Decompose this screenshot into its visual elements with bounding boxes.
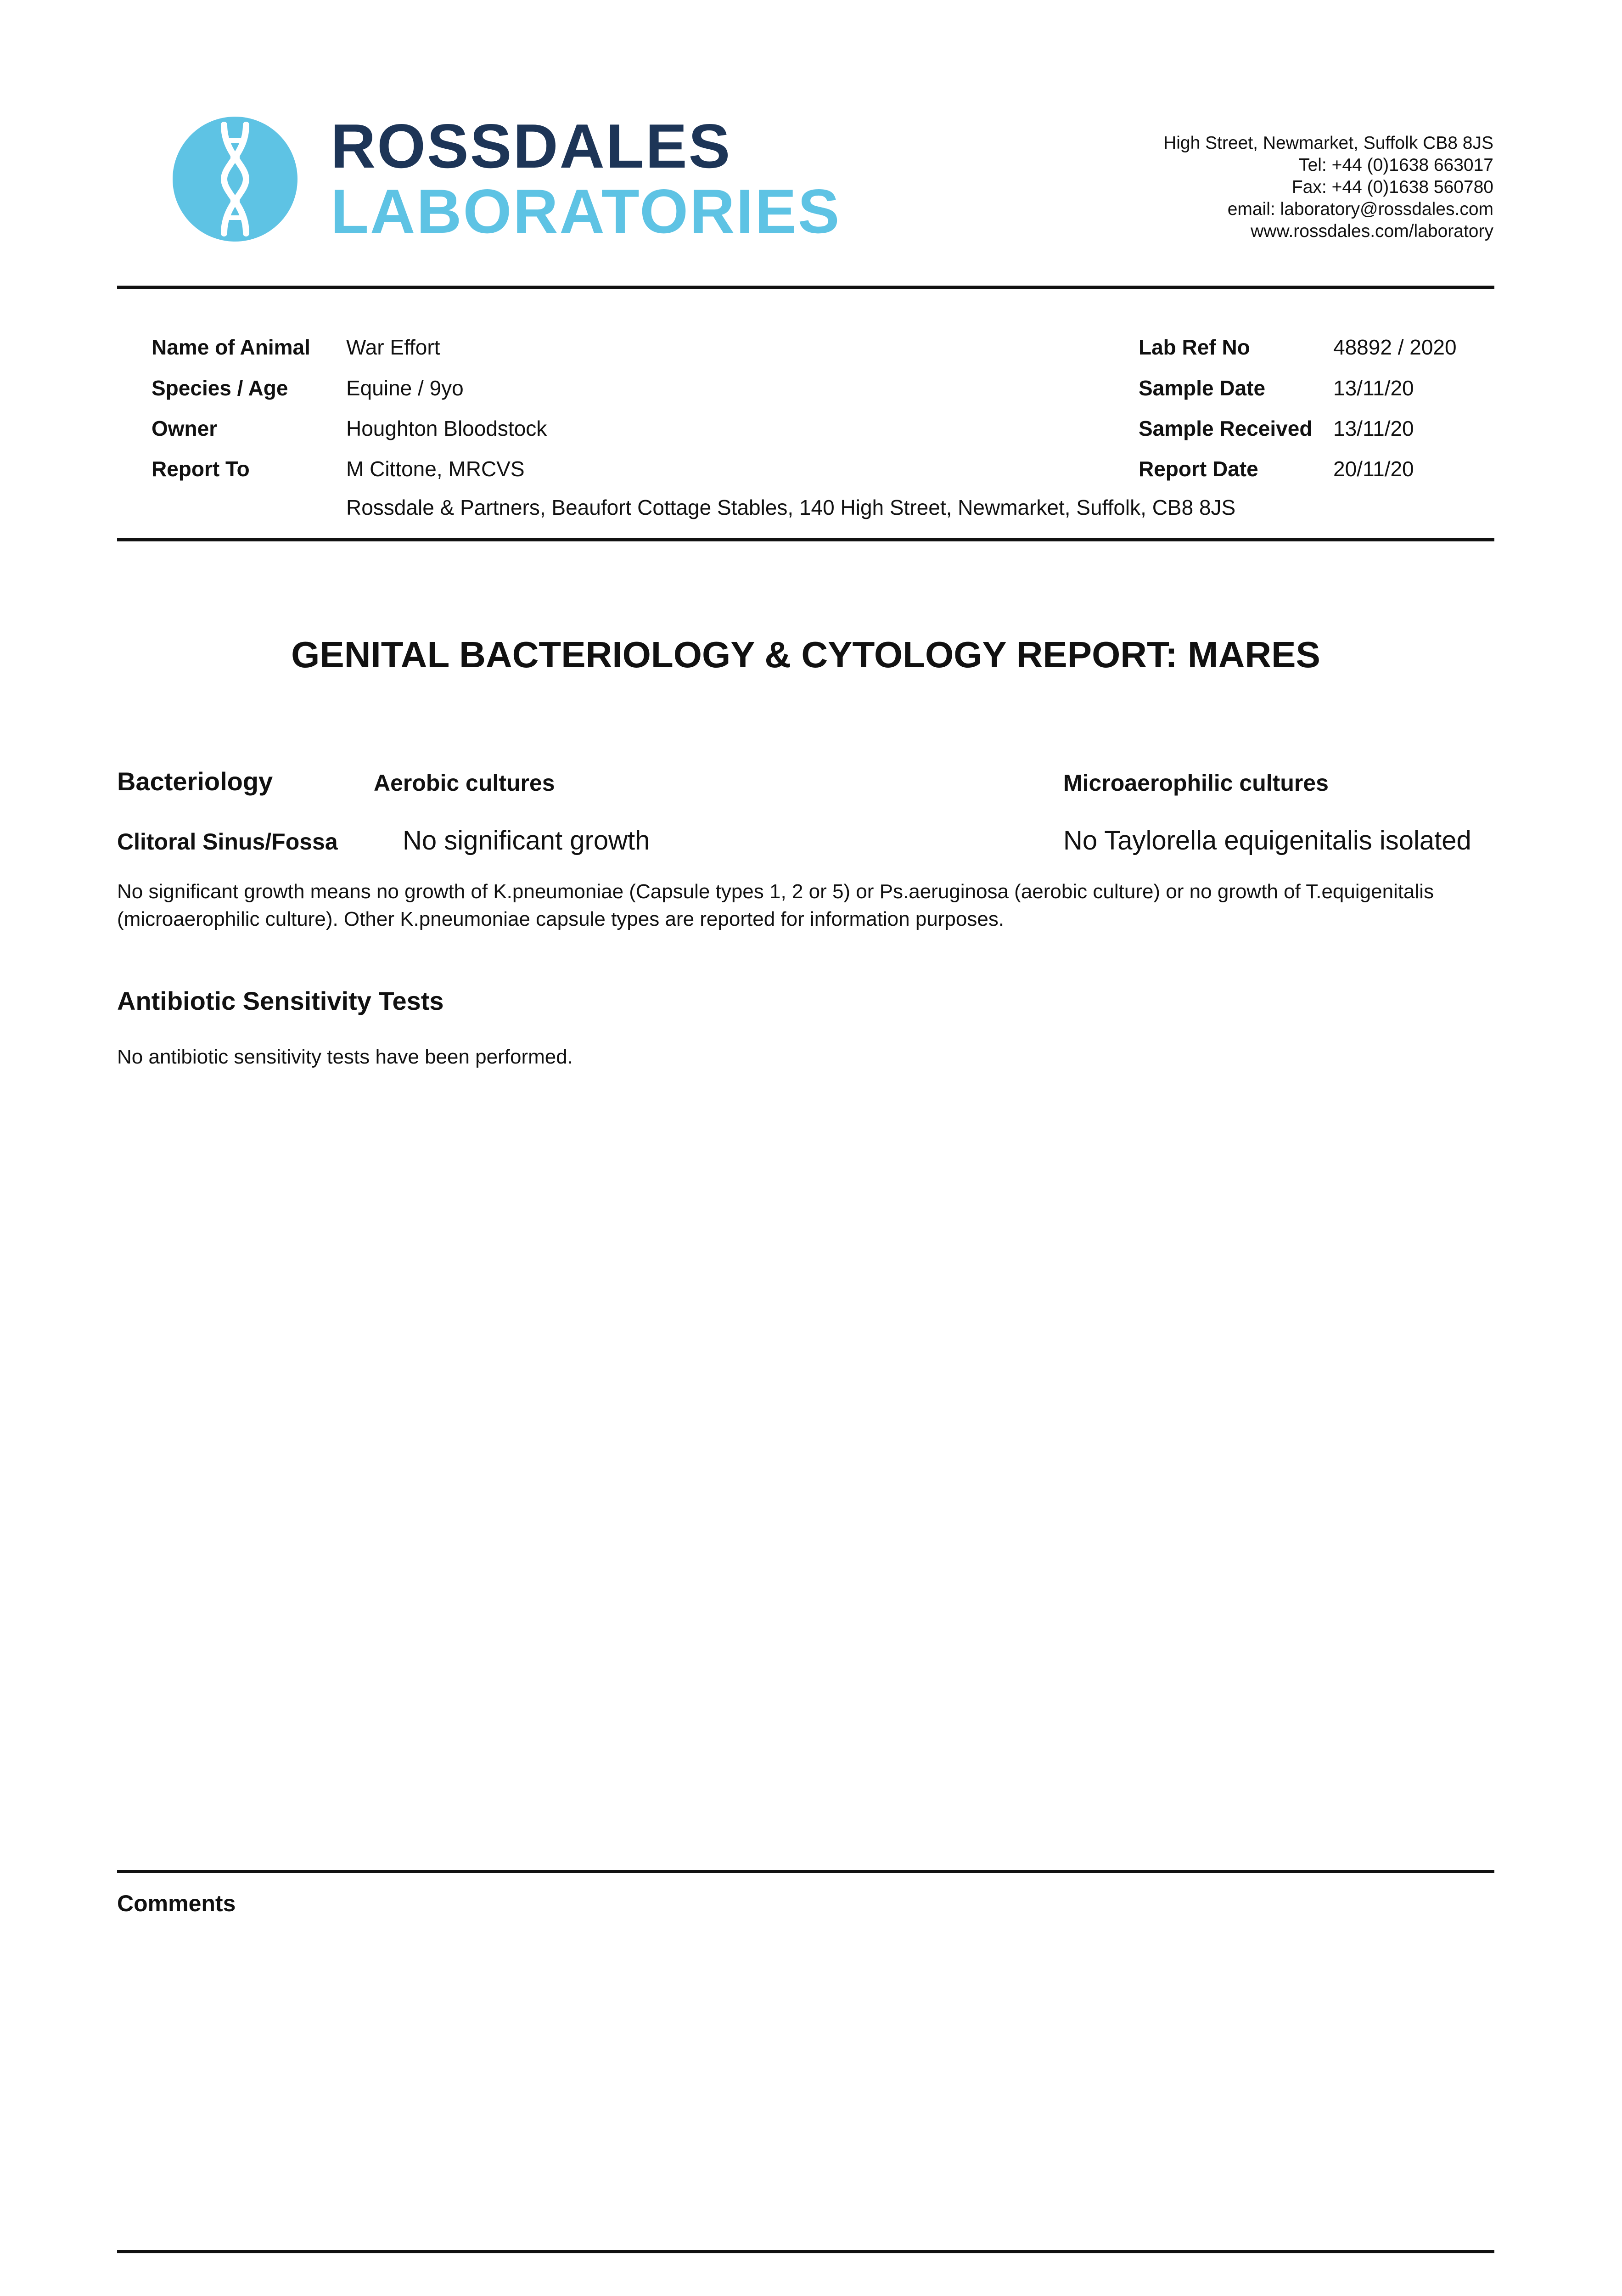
report-date-label: Report Date [1139,457,1258,481]
contact-address: High Street, Newmarket, Suffolk CB8 8JS [1163,133,1493,153]
ast-note: No antibiotic sensitivity tests have been performed. [117,1046,573,1068]
species-value: Equine / 9yo [346,376,464,400]
microaerophilic-heading: Microaerophilic cultures [1063,770,1329,796]
contact-email[interactable]: email: laboratory@rossdales.com [1227,199,1493,219]
aerobic-heading: Aerobic cultures [374,770,555,796]
contact-block [1034,132,1493,242]
info-divider [117,538,1494,541]
contact-tel: Tel: +44 (0)1638 663017 [1299,155,1493,175]
logo-emblem [173,117,297,242]
bacteriology-heading: Bacteriology [117,767,273,796]
report-to-value: M Cittone, MRCVS [346,457,525,481]
comments-heading: Comments [117,1891,236,1916]
dna-helix-icon [173,117,297,242]
comments-divider [117,1870,1494,1873]
brand-name-line2: LABORATORIES [331,176,841,246]
header-divider [117,286,1494,289]
ast-heading: Antibiotic Sensitivity Tests [117,986,444,1015]
report-to-address: Rossdale & Partners, Beaufort Cottage Stables, 140 High Street, Newmarket, Suffolk, CB8 8JS [346,495,1236,519]
species-label: Species / Age [152,376,288,400]
site-label: Clitoral Sinus/Fossa [117,829,338,855]
sample-received-value: 13/11/20 [1333,416,1414,440]
sample-date-value: 13/11/20 [1333,376,1414,400]
owner-value: Houghton Bloodstock [346,416,547,440]
footer-divider [117,2250,1494,2253]
name-value: War Effort [346,335,440,359]
growth-note: No significant growth means no growth of K.pneumoniae (Capsule types 1, 2 or 5) or Ps.aeruginosa (aerobic culture) or no growth of T.equigenitalis (microaerophilic culture). Other K.pneumoniae capsule types are reported for information purposes. [117,880,1434,930]
contact-fax: Fax: +44 (0)1638 560780 [1291,177,1493,197]
aerobic-result: No significant growth [403,826,650,855]
brand-name-line1: ROSSDALES [331,111,732,181]
report-title: GENITAL BACTERIOLOGY & CYTOLOGY REPORT: MARES [291,634,1320,675]
name-label: Name of Animal [152,335,310,359]
sample-date-label: Sample Date [1139,376,1266,400]
report-date-value: 20/11/20 [1333,457,1414,481]
lab-ref-label: Lab Ref No [1139,335,1250,359]
sample-received-label: Sample Received [1139,416,1313,440]
report-to-label: Report To [152,457,250,481]
lab-ref-value: 48892 / 2020 [1333,335,1457,359]
microaerophilic-result: No Taylorella equigenitalis isolated [1063,826,1471,855]
owner-label: Owner [152,416,218,440]
contact-website[interactable]: www.rossdales.com/laboratory [1251,221,1493,241]
